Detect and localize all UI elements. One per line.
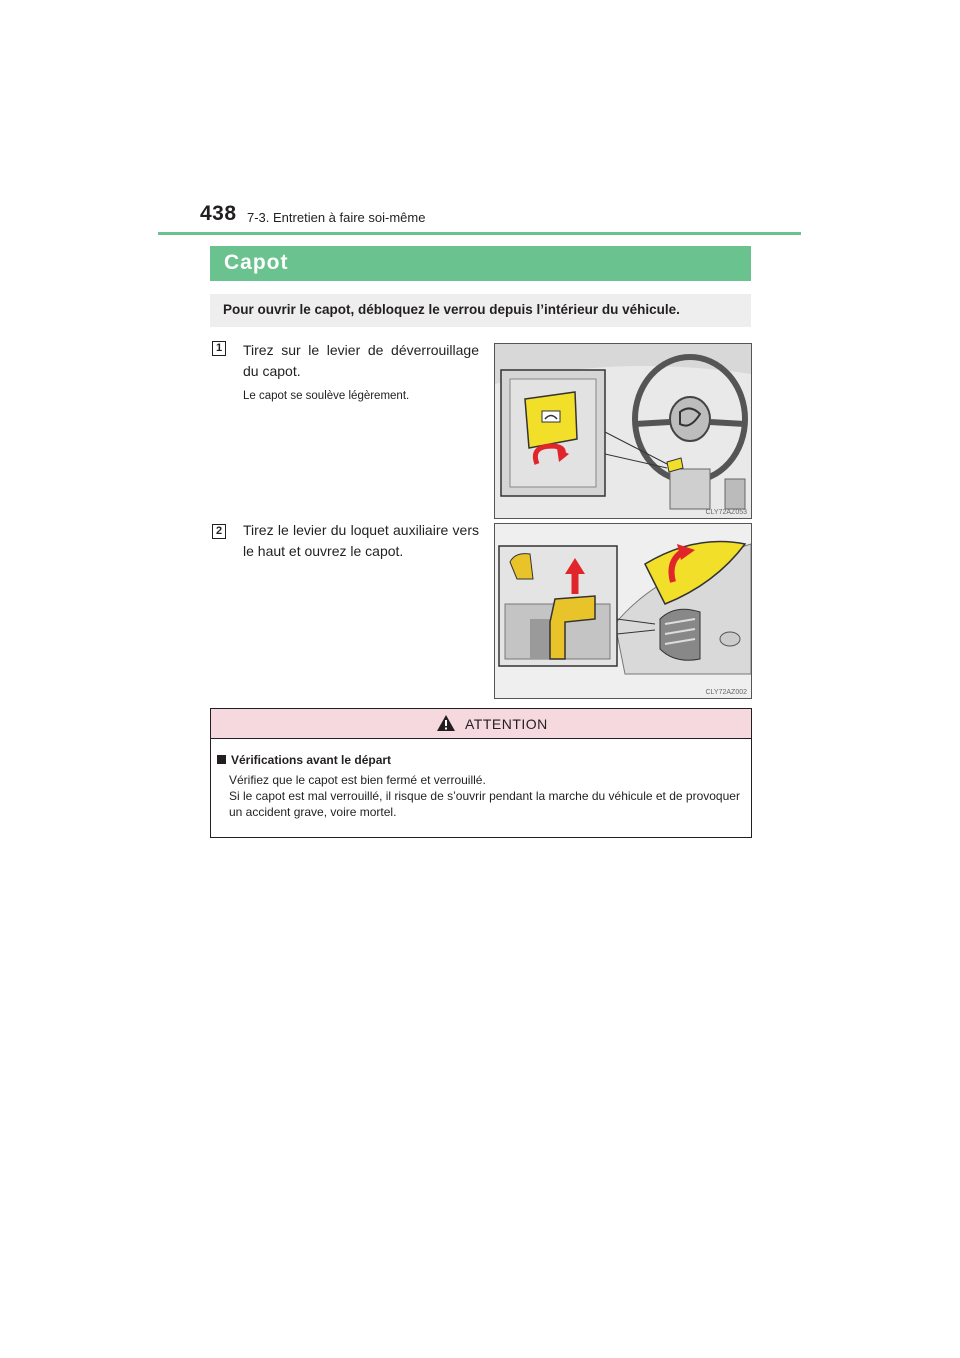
attention-body [229, 772, 743, 820]
attention-line-1: Vérifiez que le capot est bien fermé et verrouillé. [229, 773, 486, 787]
attention-subheading [217, 753, 391, 767]
attention-line-2: Si le capot est mal verrouillé, il risque de s’ouvrir pendant la marche du véhicule et de provoquer un accident grave, voire mortel. [229, 789, 740, 819]
hood-release-lever-illustration [494, 343, 752, 519]
step-1-text: Tirez sur le levier de déverrouillage du capot. [243, 342, 479, 379]
hood-latch-drawing [495, 524, 751, 698]
attention-heading: ATTENTION [465, 716, 548, 732]
auxiliary-latch-illustration [494, 523, 752, 699]
step-2-text: Tirez le levier du loquet auxiliaire vers le haut et ouvrez le capot. [243, 522, 479, 559]
page-number: 438 [200, 202, 237, 225]
attention-box [210, 708, 752, 838]
step-number-2: 2 [212, 524, 226, 539]
intro-text: Pour ouvrir le capot, débloquez le verrou depuis l’intérieur du véhicule. [223, 302, 680, 317]
header-rule [158, 232, 801, 235]
attention-header [211, 709, 751, 739]
intro-box [210, 294, 751, 327]
figure-code-1: CLY72AZ053 [705, 509, 747, 516]
section-reference: 7-3. Entretien à faire soi-même [247, 210, 426, 225]
step-number-1: 1 [212, 341, 226, 356]
section-title: Capot [224, 251, 289, 274]
section-title-bar [210, 246, 751, 281]
bullet-square-icon [217, 755, 226, 764]
step-1-note: Le capot se soulève légèrement. [243, 390, 410, 402]
figure-code-2: CLY72AZ002 [705, 689, 747, 696]
dashboard-drawing [495, 344, 751, 518]
warning-icon [436, 714, 456, 732]
attention-subheading-text: Vérifications avant le départ [231, 753, 392, 767]
